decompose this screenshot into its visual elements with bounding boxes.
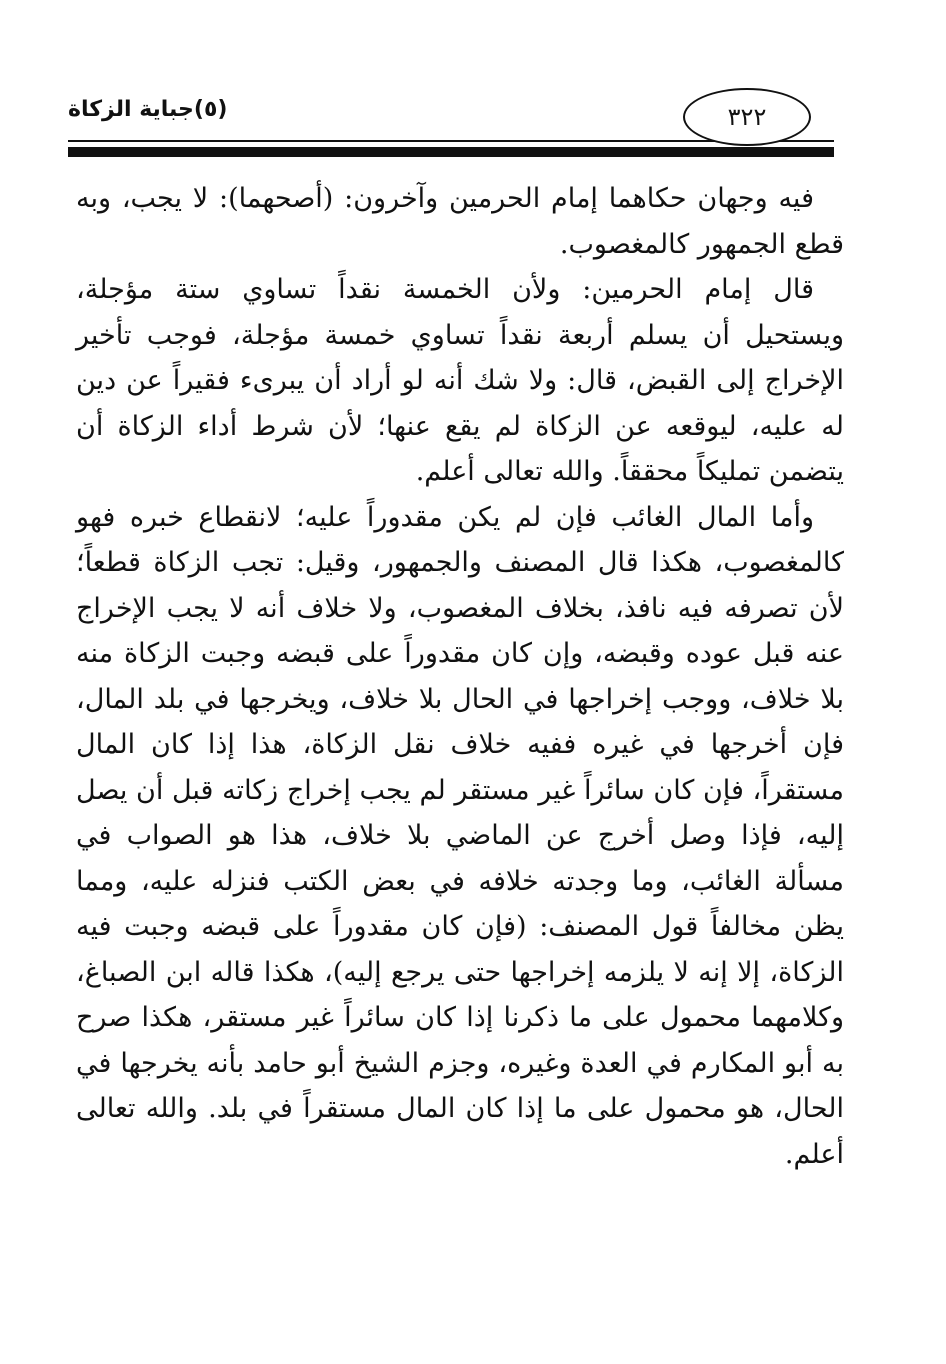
paragraph: قال إمام الحرمين: ولأن الخمسة نقداً تساوي ستة مؤجلة، ويستحيل أن يسلم أربعة نقداً تساوي خمسة مؤجلة، فوجب تأخير الإخراج إلى القبض، قال: ولا شك أنه لو أراد أن يبرىء فقيراً عن دين له عليه، ليوقعه عن الزكاة لم يقع عنها؛ لأن شرط أداء الزكاة أن يتضمن تمليكاً محققاً. والله تعالى أعلم. (76, 274, 844, 487)
paragraph: وأما المال الغائب فإن لم يكن مقدوراً عليه؛ لانقطاع خبره فهو كالمغصوب، هكذا قال المصنف والجمهور، وقيل: تجب الزكاة قطعاً؛ لأن تصرفه فيه نافذ، بخلاف المغصوب، ولا خلاف أنه لا يجب الإخراج عنه قبل عوده وقبضه، وإن كان مقدوراً على قبضه وجبت الزكاة منه بلا خلاف، ووجب إخراجها في الحال بلا خلاف، ويخرجها في بلد المال، فإن أخرجها في غيره ففيه خلاف نقل الزكاة، هذا إذا كان المال مستقراً، فإن كان سائراً غير مستقر لم يجب إخراج زكاته قبل أن يصل إليه، فإذا وصل أخرج عن الماضي بلا خلاف، هذا هو الصواب في مسألة الغائب، وما وجدته خلافه في بعض الكتب فنزله عليه، ومما يظن مخالفاً قول المصنف: (فإن كان مقدوراً على قبضه وجبت فيه الزكاة، إلا إنه لا يلزمه إخراجها حتى يرجع إليه)، هكذا قاله ابن الصباغ، وكلامهما محمول على ما ذكرنا إذا كان سائراً غير مستقر، هكذا صرح به أبو المكارم في العدة وغيره، وجزم الشيخ أبو حامد بأنه يخرجها في الحال، هو محمول على ما إذا كان المال مستقراً في بلد. والله تعالى أعلم. (76, 501, 844, 1170)
page-number-oval (683, 88, 811, 146)
page-number: ٣٢٢ (727, 103, 767, 131)
page-header (68, 88, 838, 160)
header-rule-thick (68, 147, 834, 157)
running-title: (٥)جباية الزكاة (68, 97, 228, 122)
paragraph: فيه وجهان حكاهما إمام الحرمين وآخرون: (أصحهما): لا يجب، وبه قطع الجمهور كالمغصوب. (76, 183, 844, 260)
page-body (76, 176, 844, 1177)
